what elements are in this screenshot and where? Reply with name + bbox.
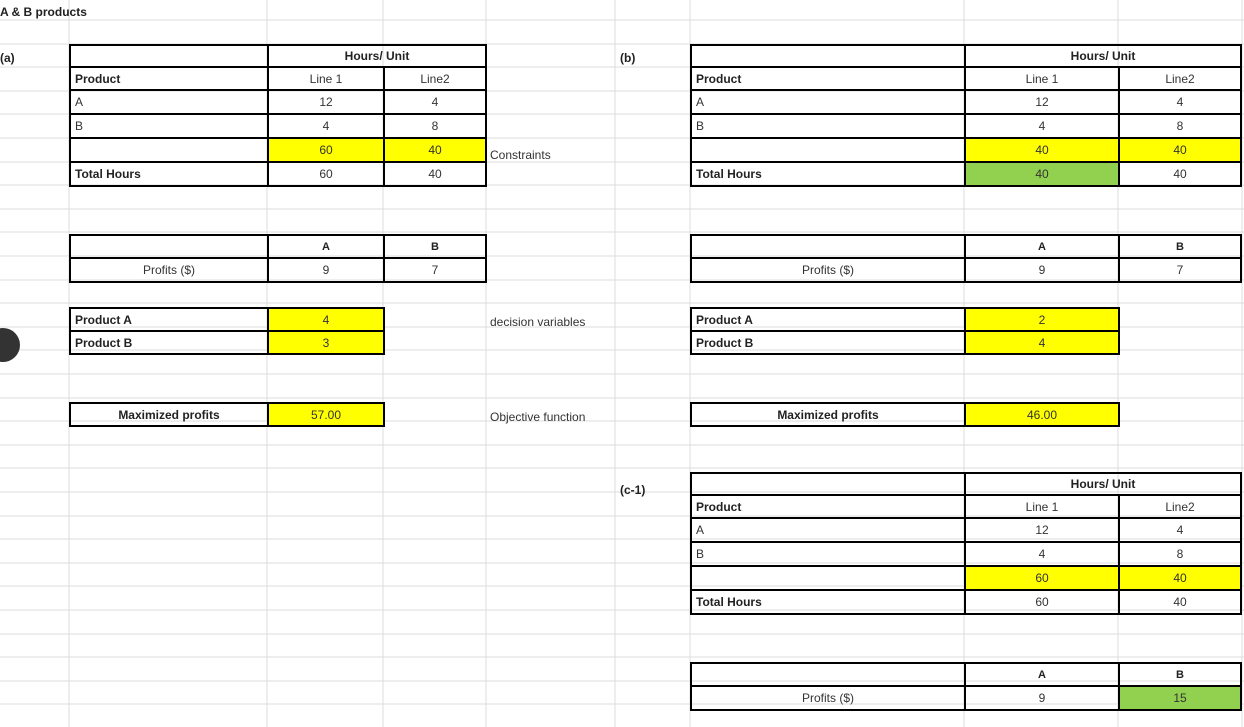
table-c1-profit-b[interactable]: 15 — [1118, 685, 1242, 711]
table-c1-hours-per-unit[interactable]: Hours/ Unit — [964, 472, 1242, 496]
table-a-row-a-line1[interactable]: 12 — [267, 89, 385, 115]
table-b-total-line1[interactable]: 40 — [964, 161, 1120, 187]
table-a-product-header[interactable]: Product — [69, 66, 269, 91]
table-a-profits-label[interactable]: Profits ($) — [69, 257, 269, 283]
table-c1-profits-label[interactable]: Profits ($) — [690, 685, 966, 711]
table-b-header-blank[interactable] — [690, 44, 966, 68]
table-b-profit-a[interactable]: 9 — [964, 257, 1120, 283]
table-c1-row-b-line1[interactable]: 4 — [964, 541, 1120, 567]
table-c1-product-header[interactable]: Product — [690, 494, 966, 519]
table-b-constraint-blank[interactable] — [690, 137, 966, 163]
table-c1-row-a-line1[interactable]: 12 — [964, 517, 1120, 543]
table-b-profits-label[interactable]: Profits ($) — [690, 257, 966, 283]
table-b-row-b-line2[interactable]: 8 — [1118, 113, 1242, 139]
table-b-row-b-label[interactable]: B — [690, 113, 966, 139]
table-b-profits-col-b[interactable]: B — [1118, 234, 1242, 259]
table-b-row-a-line1[interactable]: 12 — [964, 89, 1120, 115]
section-label-b: (b) — [620, 51, 636, 65]
table-a-total-line1[interactable]: 60 — [267, 161, 385, 187]
table-c1-row-b-label[interactable]: B — [690, 541, 966, 567]
table-c1-total-line1[interactable]: 60 — [964, 589, 1120, 615]
table-b-row-b-line1[interactable]: 4 — [964, 113, 1120, 139]
table-a-profits-col-b[interactable]: B — [383, 234, 487, 259]
table-b-constraint-line2[interactable]: 40 — [1118, 137, 1242, 163]
table-c1-total-line2[interactable]: 40 — [1118, 589, 1242, 615]
table-a-total-hours-label[interactable]: Total Hours — [69, 161, 269, 187]
decision-variables-annotation: decision variables — [490, 315, 586, 329]
table-b-total-line2[interactable]: 40 — [1118, 161, 1242, 187]
table-a-row-a-line2[interactable]: 4 — [383, 89, 487, 115]
table-c1-constraint-line2[interactable]: 40 — [1118, 565, 1242, 591]
table-c1-profit-a[interactable]: 9 — [964, 685, 1120, 711]
table-c1-profits-col-b[interactable]: B — [1118, 662, 1242, 687]
table-a-hours-per-unit[interactable]: Hours/ Unit — [267, 44, 487, 68]
table-a-profit-b[interactable]: 7 — [383, 257, 487, 283]
table-c1-row-a-label[interactable]: A — [690, 517, 966, 543]
table-a-total-line2[interactable]: 40 — [383, 161, 487, 187]
table-a-constraint-blank[interactable] — [69, 137, 269, 163]
section-label-a: (a) — [0, 51, 15, 65]
table-b-row-a-label[interactable]: A — [690, 89, 966, 115]
table-c1-row-a-line2[interactable]: 4 — [1118, 517, 1242, 543]
constraints-annotation: Constraints — [490, 148, 551, 162]
table-b-line2-header[interactable]: Line2 — [1118, 66, 1242, 91]
table-a-profits-col-a[interactable]: A — [267, 234, 385, 259]
section-label-c1: (c-1) — [620, 483, 646, 497]
table-a-profit-a[interactable]: 9 — [267, 257, 385, 283]
table-b-max-profit-label[interactable]: Maximized profits — [690, 402, 966, 427]
sheet-title: A & B products — [0, 5, 87, 19]
table-c1-profits-col-a[interactable]: A — [964, 662, 1120, 687]
table-b-row-a-line2[interactable]: 4 — [1118, 89, 1242, 115]
objective-function-annotation: Objective function — [490, 410, 586, 424]
table-b-constraint-line1[interactable]: 40 — [964, 137, 1120, 163]
table-a-product-b-label[interactable]: Product B — [69, 330, 269, 355]
table-a-constraint-line1[interactable]: 60 — [267, 137, 385, 163]
table-a-row-b-line1[interactable]: 4 — [267, 113, 385, 139]
table-b-profits-header-blank[interactable] — [690, 234, 966, 259]
table-b-max-profit-value[interactable]: 46.00 — [964, 402, 1120, 427]
table-b-product-b-label[interactable]: Product B — [690, 330, 966, 355]
table-a-decision-a[interactable]: 4 — [267, 307, 385, 332]
table-b-decision-b[interactable]: 4 — [964, 330, 1120, 355]
table-b-profit-b[interactable]: 7 — [1118, 257, 1242, 283]
table-b-hours-per-unit[interactable]: Hours/ Unit — [964, 44, 1242, 68]
table-a-header-blank[interactable] — [69, 44, 269, 68]
table-a-constraint-line2[interactable]: 40 — [383, 137, 487, 163]
table-c1-total-hours-label[interactable]: Total Hours — [690, 589, 966, 615]
table-c1-constraint-line1[interactable]: 60 — [964, 565, 1120, 591]
table-a-max-profit-value[interactable]: 57.00 — [267, 402, 385, 427]
table-b-decision-a[interactable]: 2 — [964, 307, 1120, 332]
table-a-row-b-line2[interactable]: 8 — [383, 113, 487, 139]
table-a-profits-header-blank[interactable] — [69, 234, 269, 259]
table-c1-constraint-blank[interactable] — [690, 565, 966, 591]
table-b-product-header[interactable]: Product — [690, 66, 966, 91]
table-a-line2-header[interactable]: Line2 — [383, 66, 487, 91]
table-a-line1-header[interactable]: Line 1 — [267, 66, 385, 91]
table-c1-header-blank[interactable] — [690, 472, 966, 496]
table-a-row-b-label[interactable]: B — [69, 113, 269, 139]
table-b-profits-col-a[interactable]: A — [964, 234, 1120, 259]
table-c1-row-b-line2[interactable]: 8 — [1118, 541, 1242, 567]
table-a-decision-b[interactable]: 3 — [267, 330, 385, 355]
table-b-product-a-label[interactable]: Product A — [690, 307, 966, 332]
table-a-product-a-label[interactable]: Product A — [69, 307, 269, 332]
table-c1-line1-header[interactable]: Line 1 — [964, 494, 1120, 519]
table-a-row-a-label[interactable]: A — [69, 89, 269, 115]
table-a-max-profit-label[interactable]: Maximized profits — [69, 402, 269, 427]
table-b-line1-header[interactable]: Line 1 — [964, 66, 1120, 91]
table-b-total-hours-label[interactable]: Total Hours — [690, 161, 966, 187]
table-c1-profits-header-blank[interactable] — [690, 662, 966, 687]
table-c1-line2-header[interactable]: Line2 — [1118, 494, 1242, 519]
